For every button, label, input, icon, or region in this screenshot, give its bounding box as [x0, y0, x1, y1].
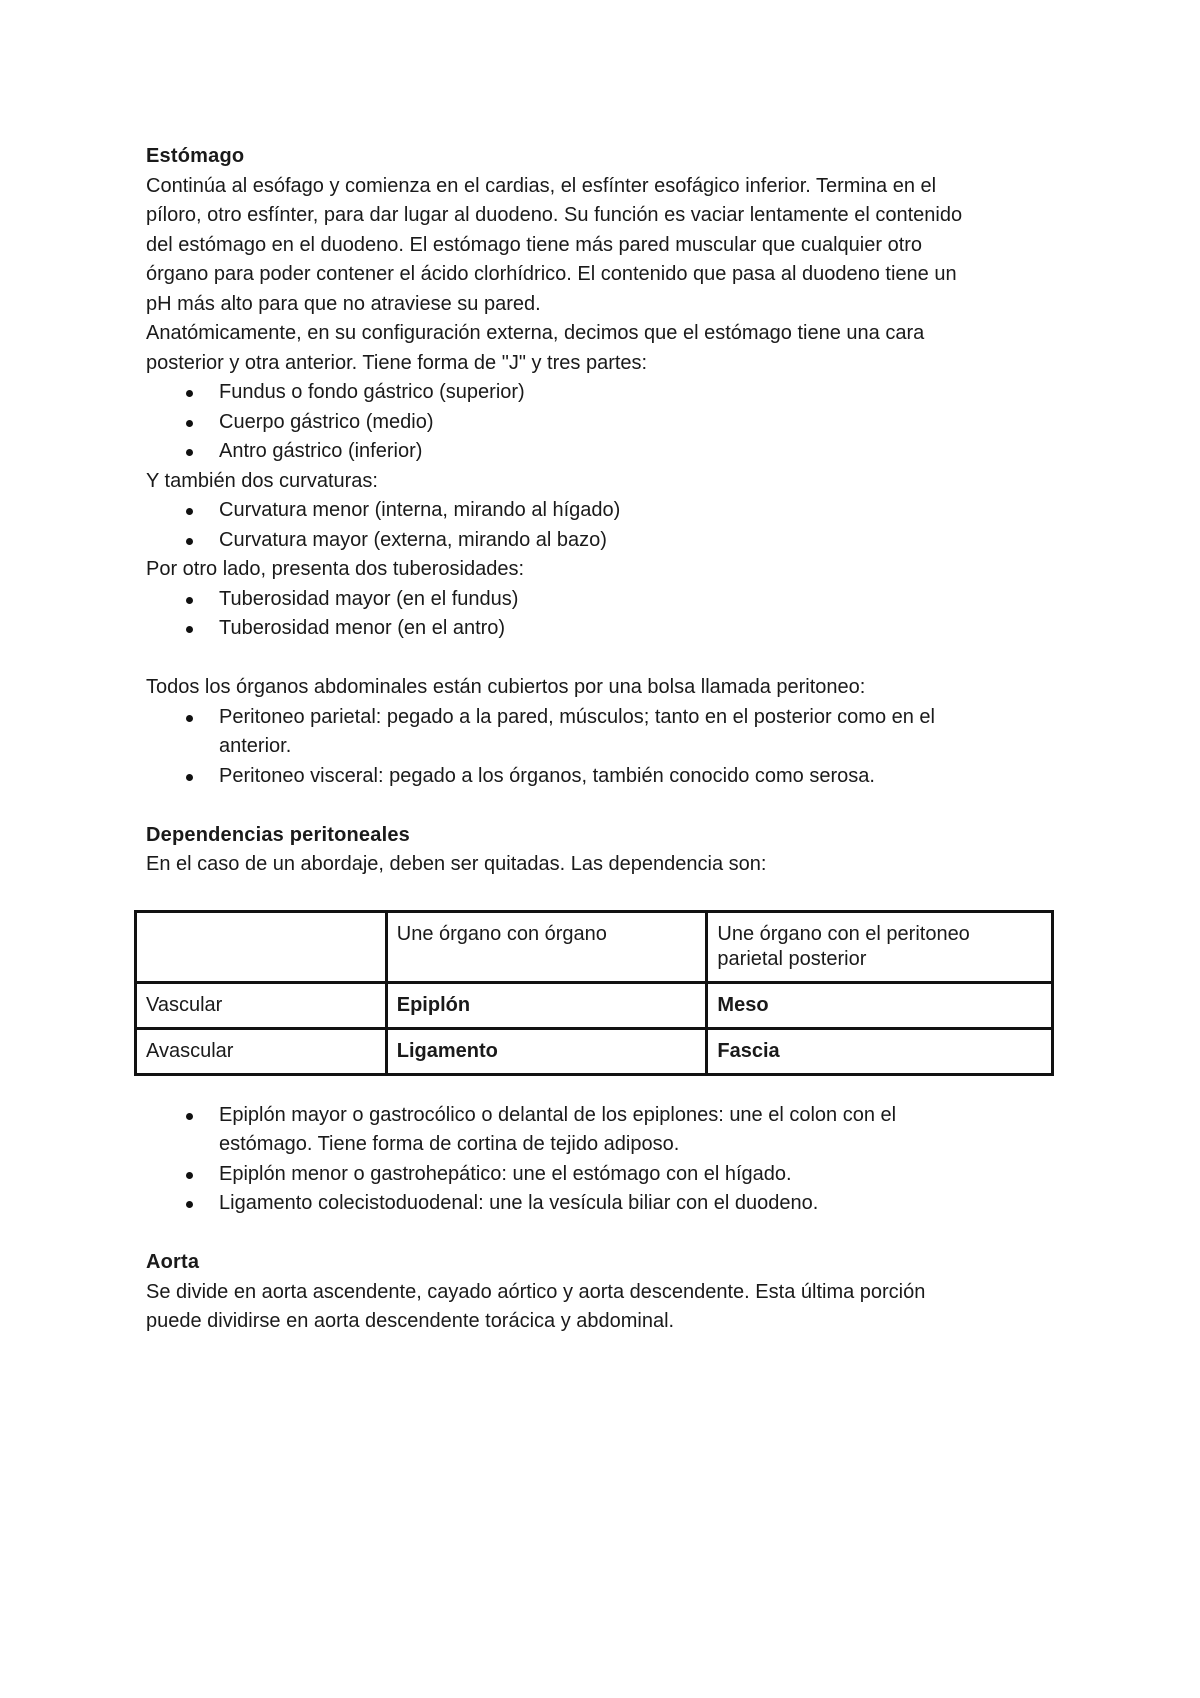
- list-curvaturas: [146, 496, 1066, 555]
- table-header-row: [136, 911, 1053, 982]
- table-cell: Vascular: [136, 982, 387, 1028]
- text-line: Peritoneo parietal: pegado a la pared, músculos; tanto en el posterior como en el: [219, 705, 935, 728]
- dependencias-table: [134, 910, 1054, 1076]
- paragraph-estomago-intro: [146, 172, 1066, 320]
- list-item: Tuberosidad menor (en el antro): [146, 614, 1066, 644]
- list-item: Antro gástrico (inferior): [146, 437, 1066, 467]
- table-cell: Epiplón: [386, 982, 707, 1028]
- text-line: píloro, otro esfínter, para dar lugar al duodeno. Su función es vaciar lentamente el contenido: [146, 204, 963, 226]
- text-line: pH más alto para que no atraviese su pared.: [146, 292, 541, 315]
- table-cell: Fascia: [707, 1028, 1053, 1074]
- list-item: Cuerpo gástrico (medio): [146, 408, 1066, 438]
- text-line: Ligamento colecistoduodenal: une la vesícula biliar con el duodeno.: [219, 1192, 819, 1214]
- text-line: parietal posterior: [717, 947, 867, 970]
- paragraph-peritoneo: Todos los órganos abdominales están cubiertos por una bolsa llamada peritoneo:: [146, 676, 866, 698]
- list-dependencias: [146, 1101, 1066, 1219]
- list-item: [146, 1189, 1066, 1219]
- text-line: órgano para poder contener el ácido clorhídrico. El contenido que pasa al duodeno tiene un: [146, 263, 957, 285]
- text-line: Continúa al esófago y comienza en el cardias, el esfínter esofágico inferior. Termina en el: [146, 174, 937, 197]
- spacer: [146, 791, 1066, 821]
- list-partes: [146, 378, 1066, 467]
- text-line: Se divide en aorta ascendente, cayado aórtico y aorta descendente. Esta última porción: [146, 1280, 926, 1303]
- dependencias-table-wrapper: [134, 910, 1066, 1076]
- paragraph-curvaturas: Y también dos curvaturas:: [146, 469, 378, 492]
- paragraph-tuberosidades: Por otro lado, presenta dos tuberosidades:: [146, 558, 525, 580]
- list-item: [146, 703, 1066, 762]
- list-item: Fundus o fondo gástrico (superior): [146, 378, 1066, 408]
- text-line: Epiplón mayor o gastrocólico o delantal de los epiplones: une el colon con el: [219, 1103, 897, 1126]
- text-line: Peritoneo visceral: pegado a los órganos, también conocido como serosa.: [219, 764, 875, 787]
- table-cell: [136, 911, 387, 982]
- spacer: [146, 1219, 1066, 1249]
- paragraph-aorta: [146, 1278, 1066, 1337]
- document-page: [146, 142, 1066, 1337]
- table-cell: Ligamento: [386, 1028, 707, 1074]
- heading-estomago: Estómago: [146, 145, 245, 167]
- list-item: Tuberosidad mayor (en el fundus): [146, 585, 1066, 615]
- text-line: puede dividirse en aorta descendente torácica y abdominal.: [146, 1310, 675, 1332]
- text-line: Epiplón menor o gastrohepático: une el estómago con el hígado.: [219, 1162, 792, 1185]
- spacer: [146, 644, 1066, 674]
- paragraph-anatomia: [146, 319, 1066, 378]
- text-line: estómago. Tiene forma de cortina de tejido adiposo.: [219, 1133, 680, 1155]
- list-item: Curvatura mayor (externa, mirando al bazo): [146, 526, 1066, 556]
- list-item: [146, 1160, 1066, 1190]
- list-tuberosidades: [146, 585, 1066, 644]
- text-line: anterior.: [219, 735, 292, 757]
- list-peritoneo: [146, 703, 1066, 792]
- heading-dependencias: Dependencias peritoneales: [146, 823, 410, 846]
- text-line: Anatómicamente, en su configuración externa, decimos que el estómago tiene una cara: [146, 322, 925, 344]
- heading-aorta: Aorta: [146, 1251, 200, 1273]
- table-cell: Une órgano con órgano: [386, 911, 707, 982]
- list-item: [146, 762, 1066, 792]
- table-cell: Meso: [707, 982, 1053, 1028]
- list-item: Curvatura menor (interna, mirando al hígado): [146, 496, 1066, 526]
- table-row: [136, 1028, 1053, 1074]
- list-item: [146, 1101, 1066, 1160]
- text-line: Une órgano con el peritoneo: [717, 922, 970, 945]
- table-row: [136, 982, 1053, 1028]
- text-line: posterior y otra anterior. Tiene forma de "J" y tres partes:: [146, 351, 648, 374]
- paragraph-dependencias-intro: En el caso de un abordaje, deben ser quitadas. Las dependencia son:: [146, 853, 767, 875]
- table-cell: [707, 911, 1053, 982]
- text-line: del estómago en el duodeno. El estómago tiene más pared muscular que cualquier otro: [146, 233, 923, 256]
- table-cell: Avascular: [136, 1028, 387, 1074]
